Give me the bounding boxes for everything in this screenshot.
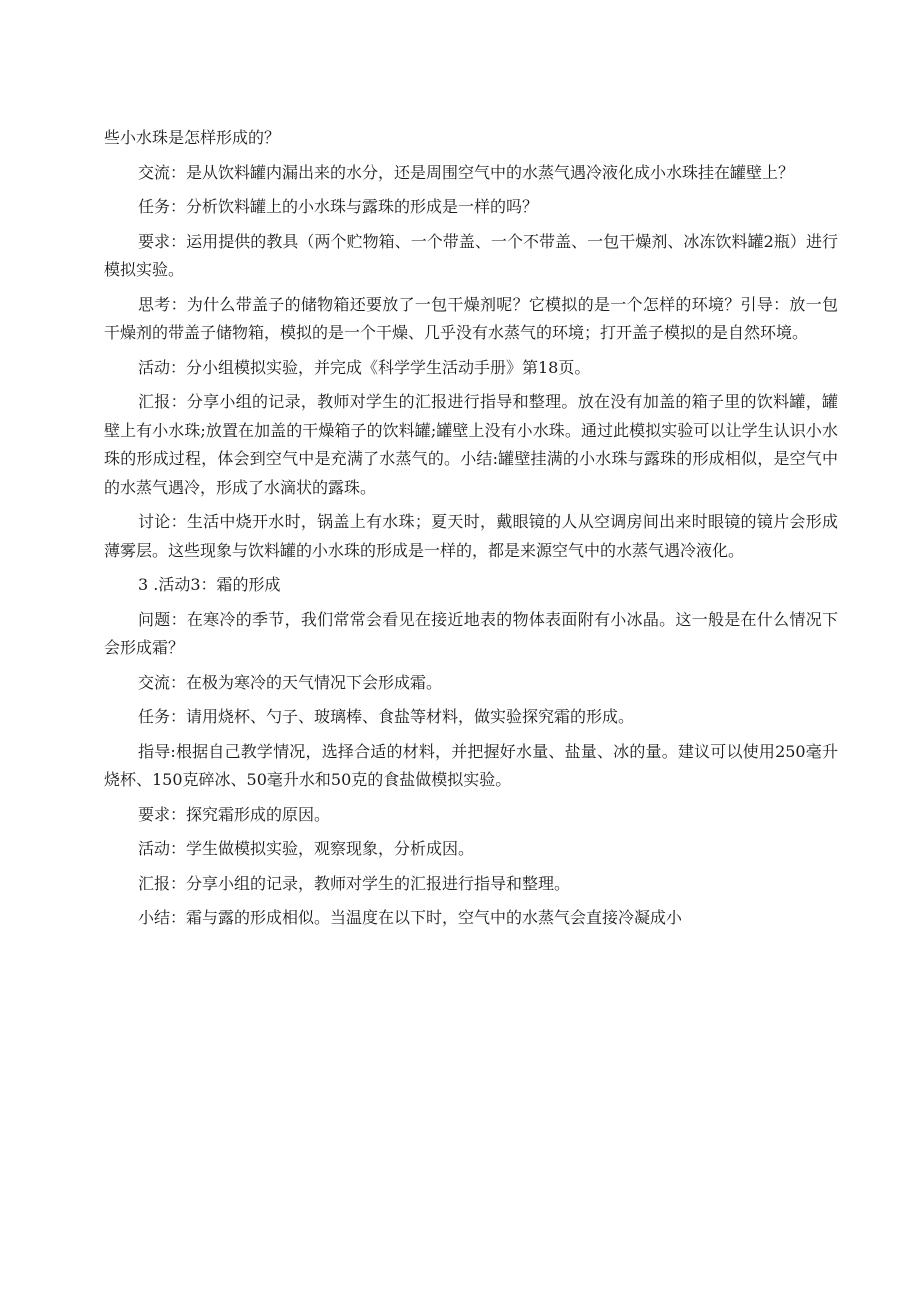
paragraph-requirement-2: 要求：探究霜形成的原因。 <box>138 804 331 824</box>
paragraph-task-2: 任务：请用烧杯、勺子、玻璃棒、食盐等材料，做实验探究霜的形成。 <box>138 707 635 726</box>
paragraph-guidance: 指导:根据自己教学情况，选择合适的材料，并把握好水量、盐量、冰的量。建议可以使用250毫升烧杯、150克碎冰、50毫升水和50克的食盐做模拟实验。 <box>104 741 838 789</box>
paragraph-exchange-2: 交流：在极为寒冷的天气情况下会形成霜。 <box>138 672 443 692</box>
paragraph-summary: 小结：霜与露的形成相似。当温度在以下时，空气中的水蒸气会直接冷凝成小 <box>138 908 683 927</box>
paragraph-question: 问题：在寒冷的季节，我们常常会看见在接近地表的物体表面附有小冰晶。这一般是在什么情况下会形成霜？ <box>104 609 838 657</box>
section-heading-activity-3: 3 .活动3：霜的形成 <box>138 575 281 594</box>
paragraph-report-1: 汇报：分享小组的记录，教师对学生的汇报进行指导和整理。放在没有加盖的箱子里的饮料罐，罐壁上有小水珠;放置在加盖的干燥箱子的饮料罐;罐壁上没有小水珠。通过此模拟实验可以让学生认识小水珠的形成过程，体会到空气中是充满了水蒸气的。小结:罐壁挂满的小水珠与露珠的形成相似，是空气中的水蒸气遇冷，形成了水滴状的露珠。 <box>104 392 838 497</box>
paragraph-discussion: 讨论：生活中烧开水时，锅盖上有水珠；夏天时，戴眼镜的人从空调房间出来时眼镜的镜片会形成薄雾层。这些现象与饮料罐的小水珠的形成是一样的，都是来源空气中的水蒸气遇冷液化。 <box>104 512 838 560</box>
paragraph-activity-2: 活动：学生做模拟实验，观察现象，分析成因。 <box>138 839 475 858</box>
paragraph-task-1: 任务：分析饮料罐上的小水珠与露珠的形成是一样的吗？ <box>138 197 539 216</box>
paragraph-report-2: 汇报：分享小组的记录，教师对学生的汇报进行指导和整理。 <box>138 873 571 893</box>
paragraph-activity-1: 活动：分小组模拟实验，并完成《科学学生活动手册》第18页。 <box>138 357 591 377</box>
paragraph-continuation: 些小水珠是怎样形成的？ <box>104 128 281 147</box>
paragraph-exchange-1: 交流：是从饮料罐内漏出来的水分，还是周围空气中的水蒸气遇冷液化成小水珠挂在罐壁上？ <box>138 162 795 182</box>
paragraph-requirement-1: 要求：运用提供的教具（两个贮物箱、一个带盖、一个不带盖、一包干燥剂、冰冻饮料罐2瓶）进行模拟实验。 <box>104 231 838 279</box>
document-body <box>104 124 838 933</box>
paragraph-thinking: 思考：为什么带盖子的储物箱还要放了一包干燥剂呢？它模拟的是一个怎样的环境？引导：放一包干燥剂的带盖子储物箱，模拟的是一个干燥、几乎没有水蒸气的环境；打开盖子模拟的是自然环境。 <box>104 294 838 342</box>
